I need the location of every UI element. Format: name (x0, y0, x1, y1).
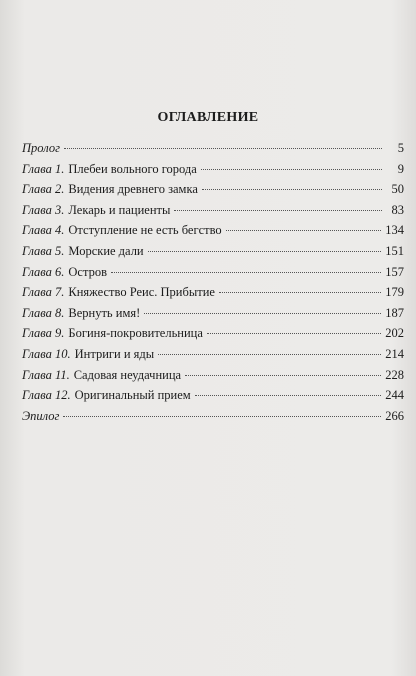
page-number: 151 (385, 243, 404, 258)
chapter-label: Глава 2. (22, 182, 65, 197)
toc-entry (22, 162, 404, 183)
chapter-label: Глава 6. (22, 264, 65, 279)
chapter-title: Плебеи вольного города (68, 161, 197, 176)
toc-entry (22, 223, 404, 244)
chapter-title: Вернуть имя! (68, 305, 141, 320)
chapter-title: Отступление не есть бегство (68, 223, 222, 238)
toc-entry (22, 285, 404, 306)
page-number: 244 (385, 388, 404, 403)
toc-entry (22, 182, 404, 203)
chapter-label: Глава 7. (22, 285, 65, 300)
chapter-title: Лекарь и пациенты (68, 202, 171, 217)
page-number: 134 (385, 223, 404, 238)
leader-dots (64, 148, 382, 149)
chapter-label: Глава 10. (22, 346, 71, 361)
chapter-title: Остров (68, 264, 107, 279)
table-of-contents (22, 141, 404, 429)
page-number: 50 (391, 182, 404, 197)
chapter-label: Пролог (22, 141, 60, 155)
toc-entry (22, 388, 404, 409)
leader-dots (202, 189, 382, 190)
page-number: 5 (397, 141, 404, 155)
leader-dots (185, 375, 381, 376)
chapter-label: Глава 12. (22, 388, 71, 403)
page-title: ОГЛАВЛЕНИЕ (157, 110, 259, 125)
leader-dots (195, 395, 382, 396)
leader-dots (63, 416, 381, 417)
page-number: 157 (385, 264, 404, 279)
page-number: 214 (385, 346, 404, 361)
toc-entry (22, 265, 404, 286)
chapter-label: Эпилог (22, 408, 60, 423)
chapter-title: Богиня-покровительница (68, 326, 203, 341)
toc-entry (22, 306, 404, 327)
chapter-label: Глава 1. (22, 161, 65, 176)
chapter-label: Глава 9. (22, 326, 65, 341)
chapter-label: Глава 5. (22, 243, 65, 258)
page-number: 202 (385, 326, 404, 341)
toc-entry (22, 141, 404, 162)
leader-dots (158, 354, 381, 355)
chapter-title: Морские дали (68, 243, 144, 258)
toc-entry (22, 409, 404, 430)
page-number: 179 (385, 285, 404, 300)
chapter-title: Княжество Реис. Прибытие (68, 285, 215, 300)
chapter-title: Садовая неудачница (73, 367, 182, 382)
leader-dots (111, 272, 381, 273)
chapter-label: Глава 11. (22, 367, 70, 382)
page-number: 266 (385, 408, 404, 423)
chapter-title: Интриги и яды (74, 346, 155, 361)
page-number: 187 (385, 305, 404, 320)
chapter-label: Глава 8. (22, 305, 65, 320)
leader-dots (207, 333, 381, 334)
chapter-label: Глава 4. (22, 223, 65, 238)
chapter-title: Видения древнего замка (68, 182, 198, 197)
leader-dots (144, 313, 381, 314)
leader-dots (201, 169, 382, 170)
page-number: 9 (397, 161, 404, 176)
leader-dots (174, 210, 382, 211)
toc-entry (22, 368, 404, 389)
leader-dots (226, 230, 382, 231)
toc-entry (22, 347, 404, 368)
toc-entry (22, 203, 404, 224)
leader-dots (148, 251, 382, 252)
page-number: 228 (385, 367, 404, 382)
page-number: 83 (391, 202, 404, 217)
chapter-title: Оригинальный прием (74, 388, 191, 403)
leader-dots (219, 292, 381, 293)
chapter-label: Глава 3. (22, 202, 65, 217)
toc-entry (22, 326, 404, 347)
toc-entry (22, 244, 404, 265)
